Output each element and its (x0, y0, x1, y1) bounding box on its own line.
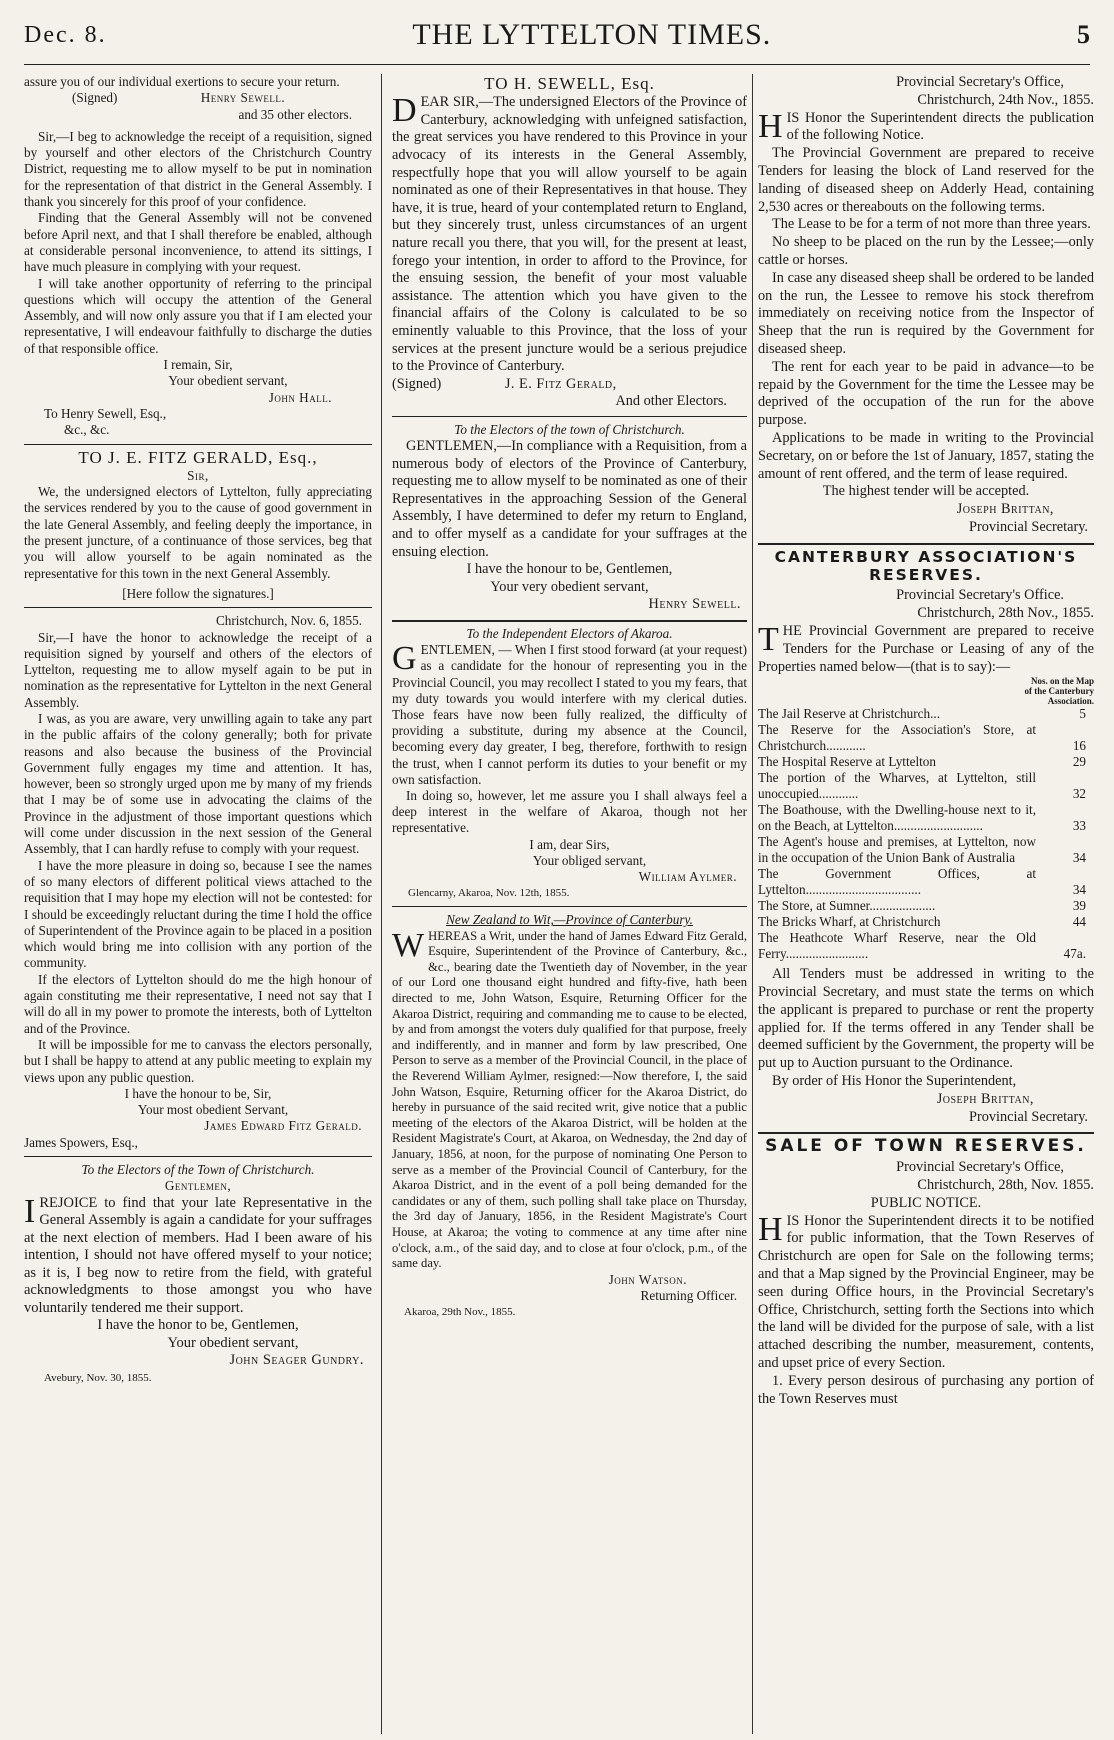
office-line: Provincial Secretary's Office. (896, 587, 1064, 604)
reserve-number: 33 (1072, 818, 1086, 834)
table-row (758, 754, 1094, 770)
divider (392, 416, 747, 417)
reserve-number: 47a. (1063, 946, 1086, 962)
article-heading: To the Independent Electors of Akaroa. (466, 626, 673, 642)
article-text: 1. Every person desirous of purchasing any portion of the Town Reserves must (758, 1372, 1094, 1407)
signatory-name: Joseph Brittan, (956, 501, 1054, 518)
dateline: Akaroa, 29th Nov., 1855. (404, 1306, 516, 1319)
office-line: Provincial Secretary's Office, (896, 74, 1064, 90)
article-text: The highest tender will be accepted. (822, 483, 1030, 500)
signed-label: (Signed) (72, 90, 118, 106)
table-row (758, 914, 1094, 930)
article-body: REJOICE to find that your late Representative in the General Assembly is again a candidate for your suffrages at the next election of members. Had I been aware of his intention, I should not have offered myself to your notice; as it is, I beg now to retire from the field, with grateful acknowledgments to those amongst you who have voluntarily tendered me their support. (24, 1194, 372, 1316)
column-rule (381, 74, 382, 1734)
article-heading: SALE OF TOWN RESERVES. (765, 1136, 1087, 1157)
signatory-name: William Aylmer. (638, 869, 737, 885)
divider (392, 620, 747, 622)
dateline: Glencarny, Akaroa, Nov. 12th, 1855. (408, 887, 570, 900)
article-text: No sheep to be placed on the run by the Lessee;—only cattle or horses. (758, 234, 1094, 268)
salutation: Gentlemen, (164, 1178, 232, 1194)
table-row (758, 802, 1094, 834)
article-heading: TO H. SEWELL, Esq. (484, 74, 655, 93)
divider (392, 906, 747, 907)
article-text: All Tenders must be addressed in writing to the Provincial Secretary, and must state the terms on which the applicant is prepared to purchase or rent the property applied for. If the terms offered in any Tender shall be deemed sufficient by the Government, the property will be put up to Auction pursuant to the Ordinance. (758, 966, 1094, 1072)
table-row (758, 898, 1094, 914)
article-heading: CANTERBURY ASSOCIATION'S RESERVES. (774, 547, 1078, 584)
signatory-name: John Hall. (268, 389, 332, 405)
closing-line: I am, dear Sirs, (529, 836, 610, 852)
salutation: Sir, (187, 467, 209, 483)
article-text: assure you of our individual exertions to secure your return. (24, 74, 340, 89)
reserve-number: 16 (1072, 738, 1086, 754)
reserve-number: 5 (1079, 706, 1086, 722)
table-row (758, 722, 1094, 754)
signatory-title: Provincial Secretary. (969, 1108, 1088, 1125)
masthead (24, 6, 1090, 65)
column-1 (24, 74, 372, 1734)
address-line: &c., &c. (64, 422, 110, 438)
dateline: Christchurch, 28th Nov., 1855. (917, 605, 1094, 622)
signatory-name: John Watson. (608, 1271, 687, 1287)
column-3 (758, 74, 1094, 1734)
reserve-number: 39 (1072, 898, 1086, 914)
article-text: I was, as you are aware, very unwilling again to take any part in the public affairs of the colony generally; both for private reasons and also because the business of the Provincial Government fully engages my time and attention. It has, however, been so strongly urged upon me by many of my friends that I may be of some use in advocating the claims of the Province in the adjustment of those important questions which will come under discussion in the next session of the General Assembly, that I can hardly refuse to comply with your request. (24, 710, 372, 857)
signatory-name: John Seager Gundry. (229, 1352, 364, 1369)
issue-date: Dec. 8. (24, 21, 107, 48)
signatory-name: J. E. Fitz Gerald, (504, 375, 617, 392)
column-rule (752, 74, 753, 1734)
reserve-number: 34 (1072, 882, 1086, 898)
closing-line: I have the honor to be, Gentlemen, (97, 1317, 299, 1334)
signature-line (24, 90, 372, 106)
signatory-name: Joseph Brittan, (936, 1090, 1034, 1107)
closing-line: I have the honour to be, Sir, (124, 1085, 272, 1101)
dateline: Christchurch, Nov. 6, 1855. (215, 613, 362, 629)
article-text: The Lease to be for a term of not more than three years. (772, 216, 1091, 233)
reserve-label: The portion of the Wharves, at Lyttelton, still unoccupied............ (758, 770, 1036, 802)
signature-line (392, 376, 747, 394)
table-row (758, 706, 1094, 722)
reserve-label: The Reserve for the Association's Store, at Christchurch............ (758, 722, 1036, 754)
dateline: Christchurch, 28th, Nov. 1855. (917, 1177, 1094, 1194)
newspaper-title: THE LYTTELTON TIMES. (412, 18, 772, 51)
signatory-name: Henry Sewell. (200, 90, 286, 106)
reserve-label: The Government Offices, at Lyttelton................................... (758, 866, 1036, 898)
signatory-name: Henry Sewell. (648, 596, 741, 613)
table-header: Nos. on the Map of the Canterbury Association. (1024, 676, 1094, 707)
article-text (24, 1192, 372, 1318)
article-body: EAR SIR,—The undersigned Electors of the Province of Canterbury, acknowledging with unfeigned satisfaction, the great services you have rendered to this Province in your advocacy of its interests in the General Assembly, respectfully hope that you will allow yourself to be again nominated as one of their Representatives in that house. They have, it is true, heard of your contemplated return to England, but they sincerely trust, unless circumstances of an urgent nature recall you there, that you will, for the present at least, forego your intention, in order to afford to the Province, for the ensuing session, the benefit of your most valuable assistance. The attention which you have given to the financial affairs of the Colony is calculated to be so eminently valuable to this Province, that the loss of your services at the present juncture would be a serious prejudice to the Province of Canterbury. (392, 94, 747, 375)
divider (24, 1156, 372, 1157)
article-text (758, 1210, 1094, 1373)
article-body: ENTLEMEN, — When I first stood forward (at your request) as a candidate for the honour of representing you in the Provincial Council, you may recollect I stated to you my fears, that my duty towards you would interfere with my clerical duties. Those fears have now been fully realized, the difficulty of providing a substitute, during my absence at the Council, becoming every day greater, I beg, therefore, forthwith to resign the trust, when I cannot perform its duties to your benefit or my own satisfaction. (392, 642, 747, 787)
article-text: By order of His Honor the Superintendent, (772, 1073, 1017, 1090)
table-row (758, 930, 1094, 962)
drop-cap: T (758, 620, 779, 658)
article-body: HEREAS a Writ, under the hand of James Edward Fitz Gerald, Esquire, Superintendent of the Province of Canterbury, &c., &c., bearing date the Twentieth day of November, in the year of our Lord one thousand eight hundred and fifty-five, hath been directed to me, John Watson, Esquire, Returning Officer for the Akaroa District, requiring and commanding me to cause to be elected, by and from amongst the voters duly qualified for that purpose, freely and indifferently, and in manner and form by law prescribed, One Person to serve as a member of the Provincial Council, in the place of the Reverend William Aylmer, resigned:—Now therefore, I, the said John Watson, Esquire, Returning officer for the Akaroa District, do hereby in pursuance of the said recited writ, give notice that a public meeting of the electors of the Akaroa District, will be holden at the Resident Magistrate's Court, at Akaroa, on Wednesday, the 2nd day of January, 1856, at noon, for the purpose of nominating One Person to serve as a member of the Provincial Council of Canterbury, for the Akaroa District, and in the event of a poll being demanded for the candidates or any of them, such polling shall take place on Thursday, the 3rd day of January, 1856, in the Resident Magistrate's Court House, at Akaroa; the voting to commence at any time after nine o'clock, a.m., of the said day, and to close at four o'clock, p.m., of the same day. (392, 928, 747, 1271)
article-heading: To the Electors of the town of Christchurch. (454, 421, 685, 437)
article-text: I will take another opportunity of referring to the principal questions which will occupy the attention of the General Assembly, and will now only assure you that if I am elected your representative, I will endeavour faithfully to discharge the duties of that responsible office. (24, 275, 372, 356)
address-line: James Spowers, Esq., (24, 1134, 138, 1150)
article-text: The rent for each year to be paid in advance—to be repaid by the Government for the time the Lessee may be deprived of the occupation of the run for the above purpose. (758, 358, 1094, 429)
drop-cap: W (392, 926, 425, 964)
article-text: Sir,—I beg to acknowledge the receipt of a requisition, signed by yourself and other electors of the Christchurch Country District, requesting me to allow myself to be put in nomination for the representation of that district in the General Assembly. I thank you sincerely for this proof of your confidence. (24, 128, 372, 210)
article-text: In doing so, however, let me assure you I shall always feel a deep interest in the welfare of Akaroa, though not her representative. (392, 788, 747, 836)
divider (24, 607, 372, 608)
signatory-note: and 35 other electors. (238, 106, 352, 122)
signatures-note: [Here follow the signatures.] (122, 585, 274, 601)
article-text (392, 94, 747, 376)
closing-line: Your obedient servant, (168, 373, 288, 389)
dateline: Christchurch, 24th Nov., 1855. (917, 91, 1094, 108)
reserve-label: The Boathouse, with the Dwelling-house next to it, on the Beach, at Lyttelton........................... (758, 802, 1036, 834)
article-text: The Provincial Government are prepared to receive Tenders for leasing the block of Land reserved for the landing of diseased sheep on Adderly Head, containing 2,530 acres or thereabouts on the following terms. (758, 145, 1094, 215)
closing-line: Your most obedient Servant, (137, 1102, 289, 1118)
drop-cap: H (758, 107, 783, 145)
article-text: It will be impossible for me to canvass the electors personally, but I shall be happy to attend at any public meeting to explain my views upon any public question. (24, 1036, 372, 1085)
reserve-number: 32 (1072, 786, 1086, 802)
drop-cap: H (758, 1210, 783, 1248)
table-row (758, 866, 1094, 898)
drop-cap: D (392, 92, 417, 130)
reserve-number: 34 (1072, 850, 1086, 866)
article-heading: New Zealand to Wit,—Province of Canterbury. (446, 912, 693, 928)
reserve-label: The Heathcote Wharf Reserve, near the Old Ferry......................... (758, 930, 1036, 962)
closing-line: I remain, Sir, (163, 357, 233, 373)
address-line: To Henry Sewell, Esq., (44, 405, 167, 421)
article-body: IS Honor the Superintendent directs it to be notified for public information, that the Town Reserves of Christchurch are open for Sale on the following terms; and that a Map signed by the Provincial Engineer, may be seen during Office hours, in the Provincial Secretary's Office, Christchurch, setting forth the Sections into which the land will be divided for the purpose of sale, with a list attached describing the number, measurement, contents, and upset price of every Section. (758, 1212, 1094, 1372)
article-body: IS Honor the Superintendent directs the publication of the following Notice. (786, 109, 1094, 144)
article-text: We, the undersigned electors of Lyttelton, fully appreciating the services rendered by you to the cause of good government in the late General Assembly, and feeling deeply the importance, in the present juncture, of a continuance of those services, beg that you will allow yourself to be again nominated as the representative for this town in the next General Assembly. (24, 484, 372, 581)
article-text: If the electors of Lyttelton should do me the high honour of again constituting me their representative, I need not say that I will do all in my power to promote the interests, both of Lyttelton and of the Province. (24, 971, 372, 1036)
divider (24, 444, 372, 445)
article-body: HE Provincial Government are prepared to receive Tenders for the Purchase or Leasing of any of the Properties named below—(that is to say):— (758, 622, 1094, 675)
article-text (392, 642, 747, 788)
article-text: GENTLEMEN,—In compliance with a Requisition, from a numerous body of electors of the Province of Canterbury, requesting me to allow myself to be nominated as one of their Representatives in the approaching Session of the General Assembly, I have determined to defer my return to England, and to offer myself as a candidate for your suffrages at the ensuing election. (392, 438, 747, 560)
closing-line: I have the honour to be, Gentlemen, (466, 561, 673, 578)
article-text: Sir,—I have the honor to acknowledge the receipt of a requisition signed by yourself and others of the electors of Lyttelton, requesting me to allow myself again to be put in nomination as the representative for Lyttelton in the next General Assembly. (24, 629, 372, 710)
divider (758, 543, 1094, 545)
article-text (392, 926, 747, 1272)
article-heading: TO J. E. FITZ GERALD, Esq., (78, 447, 318, 467)
column-2 (392, 74, 747, 1734)
article-text: Finding that the General Assembly will not be convened before April next, and that I shall therefore be enabled, although at considerable personal inconvenience, to attend its sittings, I have much pleasure in complying with your request. (24, 210, 372, 275)
divider (758, 1132, 1094, 1134)
table-row (758, 770, 1094, 802)
drop-cap: I (24, 1192, 36, 1230)
closing-line: Your very obedient servant, (490, 578, 649, 595)
signatory-name: James Edward Fitz Gerald. (204, 1118, 362, 1134)
reserve-number: 44 (1072, 914, 1086, 930)
reserve-label: The Jail Reserve at Christchurch... (758, 706, 941, 722)
signed-label: (Signed) (392, 375, 442, 392)
reserve-label: The Bricks Wharf, at Christchurch (758, 914, 941, 930)
signatory-title: Provincial Secretary. (969, 518, 1088, 535)
article-text: I have the more pleasure in doing so, because I see the names of so many electors of different political views attached to the requisition that I may hope my election will not be contested: for I should be exceedingly reluctant during the time I hold the office of Superintendent of the Province again to be placed in a position which would bring me into collision with any portion of the community. (24, 857, 372, 971)
notice-title: PUBLIC NOTICE. (870, 1194, 982, 1211)
reserves-table (758, 706, 1094, 962)
article-heading: To the Electors of the Town of Christchurch. (81, 1162, 315, 1177)
article-text (758, 107, 1094, 146)
signatory-note: And other Electors. (615, 393, 727, 410)
page-number: 5 (1077, 20, 1090, 49)
reserve-label: The Hospital Reserve at Lyttelton (758, 754, 936, 770)
dateline: Avebury, Nov. 30, 1855. (44, 1371, 152, 1384)
article-text: Applications to be made in writing to the Provincial Secretary, on or before the 1st of January, 1857, stating the amount of rent offered, and the term of lease required. (758, 429, 1094, 482)
reserve-label: The Agent's house and premises, at Lyttelton, now in the occupation of the Union Bank of Australia (758, 834, 1036, 866)
article-text (758, 620, 1094, 676)
table-row (758, 834, 1094, 866)
signatory-title: Returning Officer. (640, 1287, 737, 1303)
article-text: In case any diseased sheep shall be ordered to be landed on the run, the Lessee to remove his stock therefrom immediately on receiving notice from the Inspector of Sheep that the run is required by the Government for diseased sheep. (758, 269, 1094, 357)
reserve-number: 29 (1072, 754, 1086, 770)
closing-line: Your obliged servant, (532, 852, 647, 868)
closing-line: Your obedient servant, (167, 1334, 299, 1351)
reserve-label: The Store, at Sumner.................... (758, 898, 936, 914)
office-line: Provincial Secretary's Office, (896, 1159, 1064, 1176)
drop-cap: G (392, 640, 417, 678)
